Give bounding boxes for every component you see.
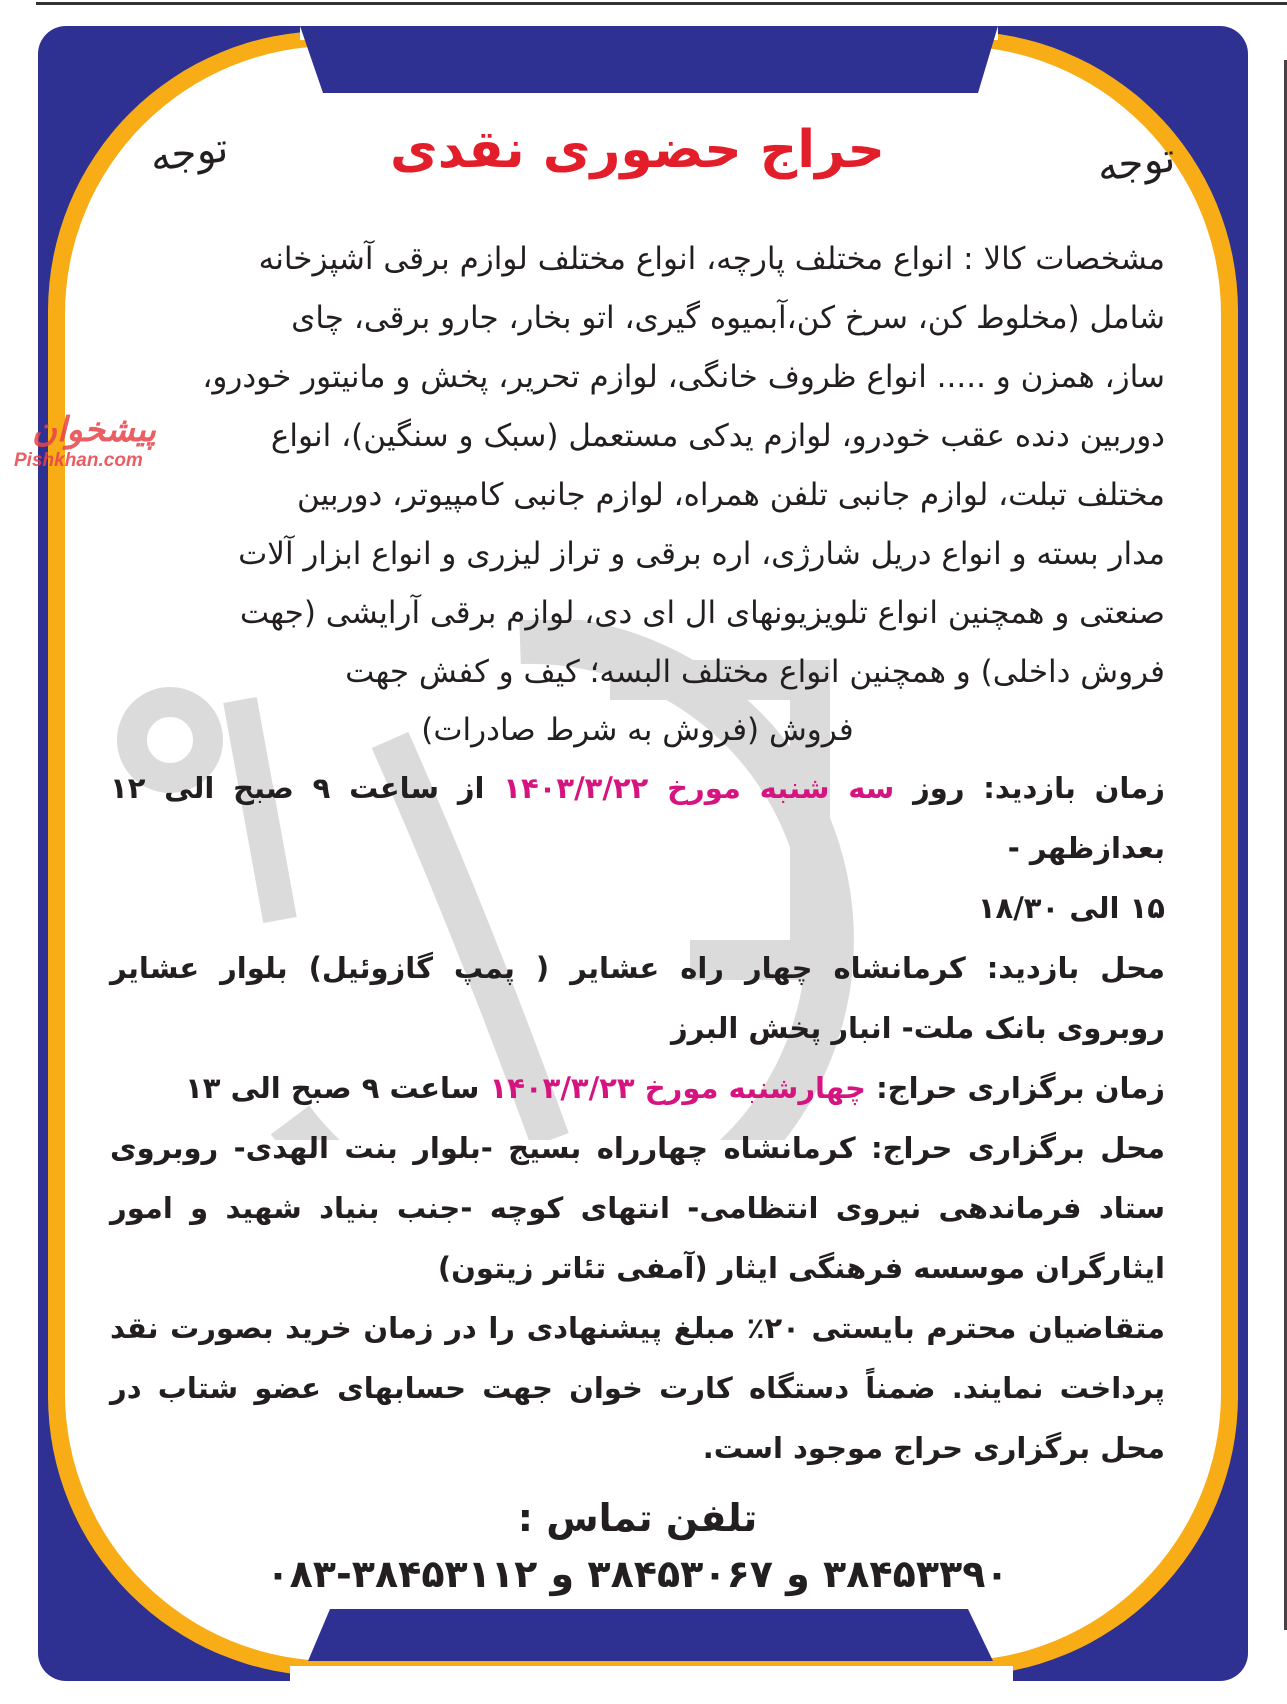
visit-place-label: محل بازدید: — [986, 951, 1165, 985]
spec-last-line: فروش (فروش به شرط صادرات) — [421, 712, 854, 748]
page-title: حراج حضوری نقدی — [390, 120, 885, 180]
auction-place-label: محل برگزاری حراج: — [871, 1131, 1165, 1165]
visit-date-highlight: سه شنبه مورخ ۱۴۰۳/۳/۲۲ — [503, 771, 895, 805]
auction-time-label: زمان برگزاری حراج: — [876, 1071, 1165, 1105]
auction-place-text: کرمانشاه چهارراه بسیج -بلوار بنت الهدی- روبروی ستاد فرماندهی نیروی انتظامی- انتهای کوچه -جنب بنیاد شهید و امور ایثارگران موسسه فرهنگی ایثار (آمفی تئاتر زیتون) — [110, 1131, 1165, 1285]
spec-line: شامل (مخلوط کن، سرخ کن،آبمیوه گیری، اتو بخار، جارو برقی، چای — [291, 300, 1165, 336]
payment-note: متقاضیان محترم بایستی ۲۰٪ مبلغ پیشنهادی را در زمان خرید بصورت نقد پرداخت نمایند. ضمناً دستگاه کارت خوان جهت حسابهای عضو شتاب در محل برگزاری حراج موجود است. — [110, 1311, 1166, 1465]
visit-place-text: کرمانشاه چهار راه عشایر ( پمپ گازوئیل) بلوار عشایر روبروی بانک ملت- انبار پخش البرز — [110, 951, 1165, 1045]
goods-specifications — [110, 230, 1165, 702]
visit-time-line2: ۱۵ الی ۱۸/۳۰ — [977, 891, 1165, 925]
spec-line: دوربین دنده عقب خودرو، لوازم یدکی مستعمل (سبک و سنگین)، انواع — [270, 418, 1165, 454]
spec-line: مشخصات کالا : انواع مختلف پارچه، انواع مختلف لوازم برقی آشپزخانه — [258, 241, 1165, 277]
spec-line: صنعتی و همچنین انواع تلویزیونهای ال ای دی، لوازم برقی آرایشی (جهت — [239, 595, 1165, 631]
pishkhan-watermark-fa: پیشخوان — [32, 410, 156, 450]
auction-time-rest: ساعت ۹ صبح الی ۱۳ — [185, 1071, 480, 1105]
attention-label-left: توجه — [147, 124, 231, 182]
spec-line: فروش داخلی) و همچنین انواع مختلف البسه؛ کیف و کفش جهت — [345, 654, 1165, 690]
auction-time — [110, 1058, 1165, 1118]
visit-time-label: زمان بازدید: — [983, 771, 1165, 805]
heading-row — [110, 110, 1178, 220]
spec-line: مدار بسته و انواع دریل شارژی، اره برقی و تراز لیزری و انواع ابزار آلات — [238, 536, 1165, 572]
visit-place — [110, 938, 1165, 1058]
spec-line: مختلف تبلت، لوازم جانبی تلفن همراه، لوازم جانبی کامپیوتر، دوربین — [296, 477, 1165, 513]
contact-numbers: ۳۸۴۵۳۳۹۰ و ۳۸۴۵۳۰۶۷ و ۳۸۴۵۳۱۱۲-۰۸۳ — [266, 1552, 1009, 1596]
pishkhan-watermark — [14, 410, 174, 472]
ad-content — [110, 110, 1178, 1602]
pishkhan-watermark-en: Pishkhan.com — [14, 450, 143, 471]
attention-label-right: توجه — [1094, 134, 1178, 192]
contact-title: تلفن تماس : — [517, 1496, 758, 1540]
auction-date-highlight: چهارشنبه مورخ ۱۴۰۳/۳/۲۳ — [489, 1071, 866, 1105]
visit-time-rest: از ساعت ۹ صبح الی ۱۲ بعدازظهر - — [110, 771, 1165, 865]
visit-time — [110, 758, 1165, 938]
top-rule — [36, 2, 1287, 5]
spec-line: ساز، همزن و ..... انواع ظروف خانگی، لوازم تحریر، پخش و مانیتور خودرو، — [202, 359, 1165, 395]
auction-place — [110, 1118, 1165, 1298]
visit-time-pre: روز — [913, 771, 965, 805]
